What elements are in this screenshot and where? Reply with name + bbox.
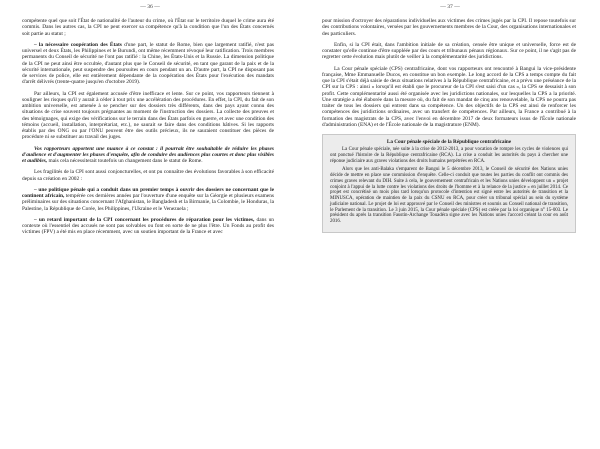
paragraph: La Cour pénale spéciale (CPS) centrafricaine, dont vos rapporteurs ont rencontré à Bangui la vice-présidente française, Mme Emmanuelle Ducos, en constitue un bon exemple. Le long accord de la CPS a temps compte du fait que la CPI s'était déjà saisie de deux situations relatives à la République centrafricaine, et a prévu une préséance de la CPI sur la CPS : ainsi « lorsqu'il est établi que le procureur de la CPI s'est saisi d'un cas », la CPS se dessaisit à son profit. Cette complémentarité aussi été organisée avec les juridictions nationales, sur lesquelles la CPS a la priorité. Une stratégie a été élaborée dans la mesure où, du fait de son mandat de cinq ans renouvelable, la CPS ne pourra pas traiter de tous les dossiers qui entrent dans sa compétence. Un des objectifs de la CPS est ainsi de renforcer les compétences des juridictions ordinaires, avec un transfert de compétences. Par ailleurs, la France a contribué à la formation des magistrats de la CPS, avec l'envoi en décembre 2017 de deux formateurs issus de l'École nationale d'administration (ENA) et de l'École nationale de la magistrature (ENM).: [322, 65, 576, 128]
paragraph: – la nécessaire coopération des États d'une part, le statut de Rome, bien que largement ratifié, n'est pas universel et deux États, les Philippines et le Burundi, ont même récemment révoqué leur ratification. Trois membres permanents du Conseil de sécurité ne l'ont pas ratifié : la Chine, les États-Unis et la Russie. La dimension politique de la CPI ne peut ainsi être occultée, d'autant plus que le Conseil de sécurité, en tant que garant de la paix et de la sécurité internationale, peut suspendre des poursuites en cours pendant un an. D'autre part, la CPI ne disposant pas de services de police, elle est entièrement dépendante de la coopération des États pour l'exécution des mandats d'arrêt délivrés (trente-quatre jusqu'en d'octobre 2019).: [22, 41, 274, 86]
paragraph: pour mission d'octroyer des réparations individuelles aux victimes des crimes jugés par la CPI. Il repose toutefois sur des contributions volontaires, versées par les gouvernements membres de la Cour, des organisations internationales et des particuliers.: [322, 18, 576, 37]
paragraph: – un retard important de la CPI concernant les procédures de réparation pour les victimes, dans un contexte où l'essentiel des accusés ne sont pas solvables ou font en sorte de ne plus l'être. Un Fonds au profit des victimes (FPV) a été mis en place récemment, avec un soutien important de la France et avec: [22, 216, 274, 236]
right-page: [300, 0, 600, 449]
paragraph: Vos rapporteurs apportent une nuance à ce constat : il pourrait être souhaitable de réduire les phases d'audience et d'augmenter les phases d'enquête, afin de conduire des audiences plus courtes et donc plus visibles et audibles, mais cela nécessiterait toutefois un changement dans le statut de Rome.: [22, 145, 274, 164]
paragraph: compétente quel que soit l'État de nationalité de l'auteur du crime, où l'État sur le territoire duquel le crime aura été commis. Dans les autres cas, la CPI ne peut exercer sa compétence qu'à la condition que l'un des États concernés soit partie au statut ;: [22, 18, 274, 37]
box-paragraph: Alors que les anti-Balaka s'emparent de Bangui le 5 décembre 2013, le Conseil de sécurité des Nations unies décide de mettre en place une commission d'enquête. Celle-ci conduit que toutes les parties du conflit ont commis des crimes graves relevant du DIH. Suite à cela, le gouvernement centrafricain et les Nations unies développent un « projet conjoint à l'appui de la lutte contre les violations des droits de l'homme et à la relance de la justice » en juillet 2014. Ce projet est concrétisé un mois plus tard lorsqu'un protocole d'intention est signé entre les autorités de transition et la MINUSCA, opération de maintien de la paix du CSNU en RCA, pour créer un tribunal spécial au sein du système judiciaire national. Le projet de loi est approuvé par le Conseil des ministres et soumis au Conseil national de transition, le Parlement de la transition. Le 3 juin 2015, la Cour pénale spéciale (CPS) est créée par la loi organique n° 15-003. Le président du après la transition Faustin-Archange Touadéra signe avec les Nations unies l'accord créant la cour en août 2016.: [330, 167, 568, 225]
box-title: La Cour pénale spéciale de la République centrafricaine: [386, 139, 512, 145]
page-number-right: — 37 —: [440, 4, 460, 10]
paragraph: Par ailleurs, la CPI est également accusée d'être inefficace et lente. Sur ce point, vos rapporteurs tiennent à souligner les risques qu'il y aurait à céder à tout prix une accélération des procédures. En effet, la CPI, du fait de son ambition universelle, est amenée à se pencher sur des dossiers très différents, dans des pays ayant connu des situations de crise souvent toujours prégnantes au moment de l'instruction des dossiers. La collecte des preuves et des témoignages, qui exige des vérifications sur le terrain dans des États parfois en guerre, et avec une condition des témoins (accueil, installation, interprétariat, etc.), ne saurait se faire dans des conditions hâtives. Si les rapports établis par des ONG ou par l'ONU peuvent être des outils précieux, ils ne sauraient constituer des pièces de procédure ni se substituer au travail des juges.: [22, 90, 274, 141]
cps-info-box: [322, 134, 576, 233]
right-text-column: [322, 18, 576, 233]
left-text-column: [22, 18, 274, 241]
paragraph: Enfin, si la CPI était, dans l'ambition initiale de sa création, censée être unique et universelle, force est de constater qu'elle continue d'être suppléée par des cours et tribunaux pénaux régionaux. Sur ce point, il ne s'agit pas de regretter cette évolution mais plutôt de veiller à la complémentarité des juridictions.: [322, 41, 576, 61]
box-paragraph: La Cour pénale spéciale, née suite à la crise de 2012-2013, a pour vocation de rompre les cycles de violences qui ont ponctué l'histoire de la République centrafricaine (RCA). La crise a conduit les autorités du pays à chercher une réponse judiciaire aux graves violations des droits humains perpétrées en RCA.: [330, 147, 568, 164]
paragraph: – une politique pénale qui a conduit dans un premier temps à ouvrir des dossiers ne concernant que le continent africain, tempérée ces dernières années par l'ouverture d'une enquête sur la Géorgie et plusieurs examens préliminaires sur des situations concernant l'Afghanistan, le Bangladesh et la Birmanie, la Colombie, le Honduras, la Palestine, la République de Corée, les Philippines, l'Ukraine et le Venezuela ;: [22, 186, 274, 212]
paragraph: Les fragilités de la CPI sont aussi conjoncturelles, et ont pu connaître des évolutions favorables à son efficacité depuis sa création en 2002 :: [22, 169, 274, 182]
page-number-left: — 36 —: [140, 4, 160, 10]
